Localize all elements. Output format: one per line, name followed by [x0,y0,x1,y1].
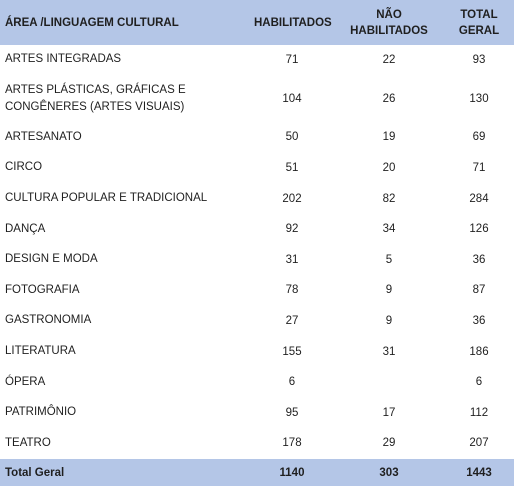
cell-area [0,75,250,122]
cell-habilitados: 50 [250,122,334,153]
table-row [0,336,514,367]
table-row [0,75,514,122]
table-row [0,306,514,337]
total-habilitados: 1140 [250,459,334,486]
cell-nao-habilitados: 20 [334,153,444,184]
cell-area: LITERATURA [0,336,250,367]
cell-habilitados: 155 [250,336,334,367]
table-row [0,183,514,214]
cell-habilitados: 104 [250,75,334,122]
cell-total: 6 [444,367,514,398]
cell-nao-habilitados: 9 [334,275,444,306]
cell-habilitados: 27 [250,306,334,337]
cell-total: 112 [444,397,514,428]
header-nao-habilitados [334,0,444,45]
cell-area: DANÇA [0,214,250,245]
cell-nao-habilitados: 26 [334,75,444,122]
cell-nao-habilitados: 17 [334,397,444,428]
table-row [0,397,514,428]
cell-area: PATRIMÔNIO [0,397,250,428]
cell-total: 126 [444,214,514,245]
table-row [0,244,514,275]
cell-habilitados: 92 [250,214,334,245]
header-nao-habilitados-line2: HABILITADOS [350,24,428,37]
cell-nao-habilitados: 31 [334,336,444,367]
cell-habilitados: 6 [250,367,334,398]
total-nao-habilitados: 303 [334,459,444,486]
cell-nao-habilitados: 9 [334,306,444,337]
cell-total: 36 [444,244,514,275]
cell-habilitados: 202 [250,183,334,214]
table-row [0,275,514,306]
cell-habilitados: 71 [250,45,334,75]
header-nao-habilitados-line1: NÃO [376,8,402,21]
header-area: ÁREA /LINGUAGEM CULTURAL [0,0,250,45]
header-total-line2: GERAL [458,24,500,37]
header-row [0,0,514,45]
cell-nao-habilitados: 82 [334,183,444,214]
header-total-line1: TOTAL [460,8,498,21]
cell-total: 93 [444,45,514,75]
cell-area: DESIGN E MODA [0,244,250,275]
table-row [0,153,514,184]
cell-area-line2: CONGÊNERES (ARTES VISUAIS) [5,100,185,113]
cell-habilitados: 31 [250,244,334,275]
table-row [0,214,514,245]
cell-area: CULTURA POPULAR E TRADICIONAL [0,183,250,214]
cell-area-line1: ARTES PLÁSTICAS, GRÁFICAS E [5,83,186,96]
table-row [0,122,514,153]
cell-nao-habilitados: 29 [334,428,444,459]
cell-total: 130 [444,75,514,122]
total-label: Total Geral [0,459,250,486]
cell-habilitados: 178 [250,428,334,459]
cell-total: 71 [444,153,514,184]
cell-nao-habilitados: 34 [334,214,444,245]
header-habilitados: HABILITADOS [250,0,334,45]
table-row [0,45,514,75]
cell-total: 284 [444,183,514,214]
cell-nao-habilitados [334,367,444,398]
total-row [0,459,514,486]
cell-area: CIRCO [0,153,250,184]
cell-total: 36 [444,306,514,337]
cell-habilitados: 78 [250,275,334,306]
cell-nao-habilitados: 22 [334,45,444,75]
cell-area: ARTESANATO [0,122,250,153]
cell-area: ARTES INTEGRADAS [0,45,250,75]
table-body [0,45,514,459]
table-footer [0,459,514,486]
cell-total: 186 [444,336,514,367]
cell-area: TEATRO [0,428,250,459]
header-total-geral [444,0,514,45]
cell-total: 207 [444,428,514,459]
table-row [0,428,514,459]
cell-habilitados: 95 [250,397,334,428]
cell-nao-habilitados: 5 [334,244,444,275]
cell-nao-habilitados: 19 [334,122,444,153]
cell-area: GASTRONOMIA [0,306,250,337]
cell-total: 87 [444,275,514,306]
table-row [0,367,514,398]
total-geral: 1443 [444,459,514,486]
table-header [0,0,514,45]
cell-habilitados: 51 [250,153,334,184]
cell-area: ÓPERA [0,367,250,398]
cell-area: FOTOGRAFIA [0,275,250,306]
cell-total: 69 [444,122,514,153]
